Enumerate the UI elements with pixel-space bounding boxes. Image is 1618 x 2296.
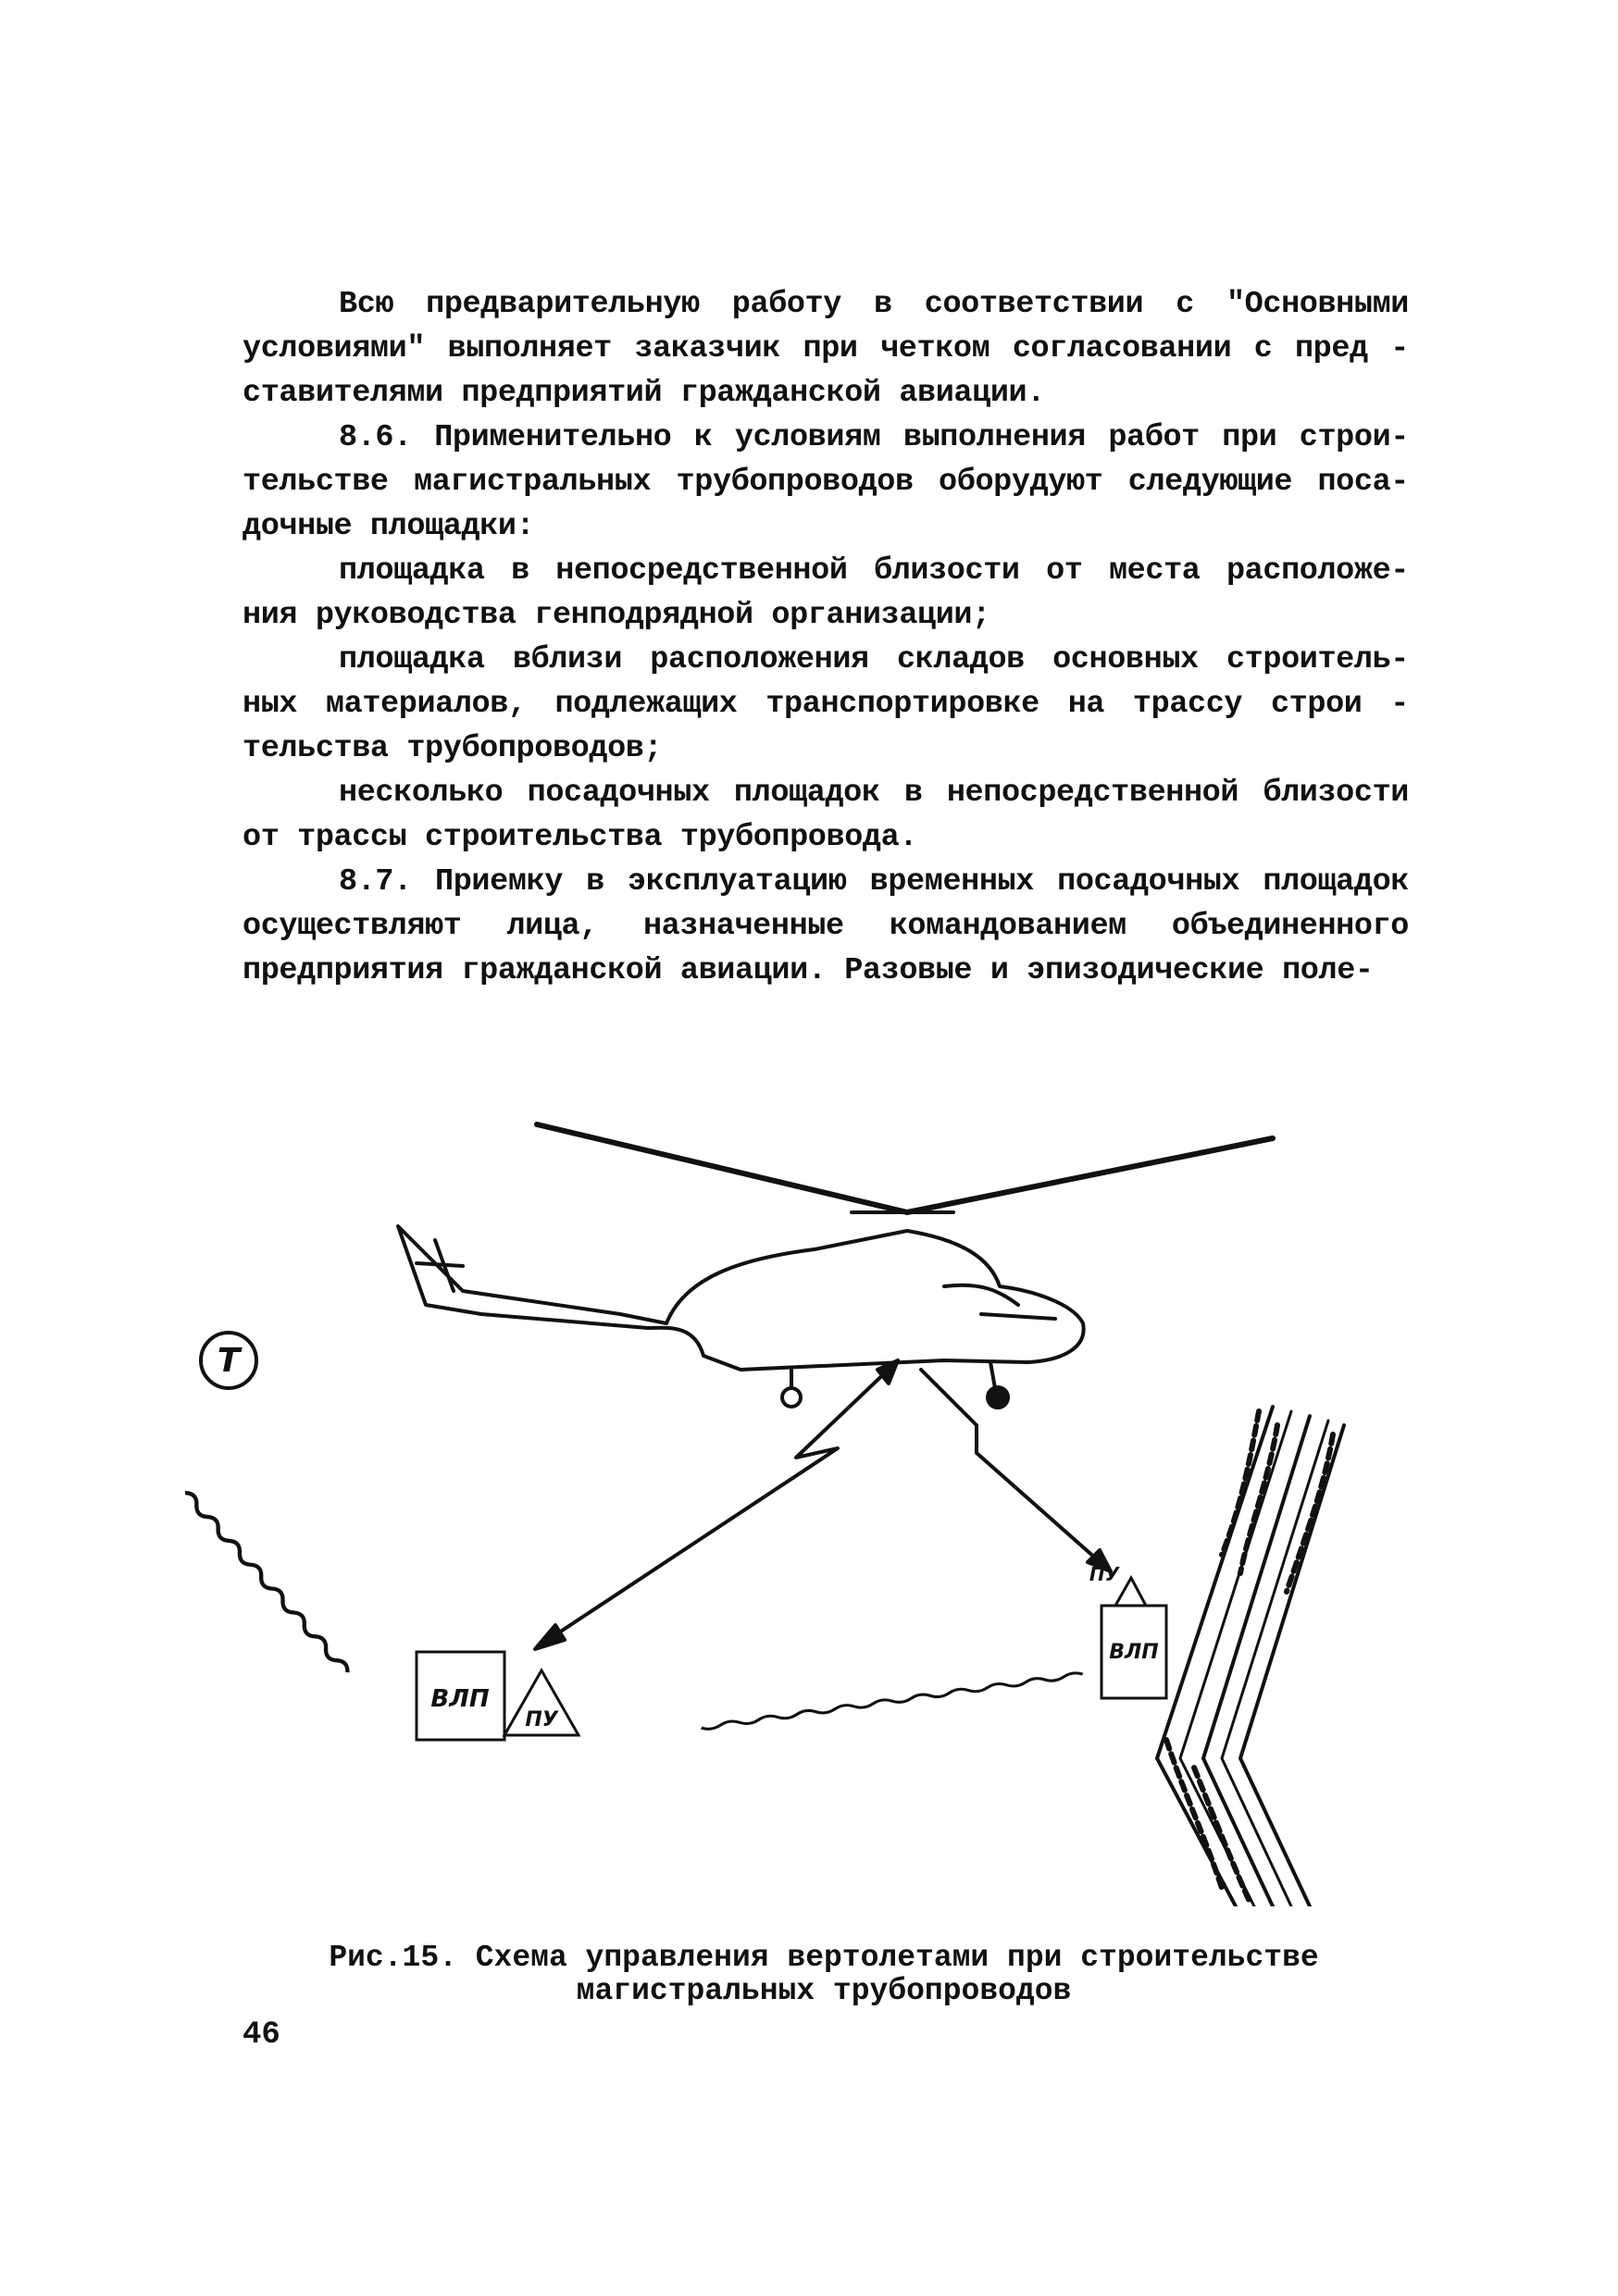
list-item-site-route: несколько посадочных площадок в непосредственной близости от трассы строительства трубопровода. bbox=[243, 776, 1409, 855]
ground-station-right bbox=[1089, 1563, 1166, 1698]
paragraph-preliminary-work: Всю предварительную работу в соответствии с "Основными условиями" выполняет заказчик при четком согласовании с пред - ставителями предприятий гражданской авиации. bbox=[243, 287, 1409, 411]
wire-telephone bbox=[185, 1478, 351, 1675]
caption-line-1: Рис.15. Схема управления вертолетами при строительстве bbox=[329, 1941, 1319, 1975]
body-text bbox=[243, 282, 1409, 993]
caption-line-2: магистральных трубопроводов bbox=[576, 1974, 1072, 2008]
vlp-left-label: ВЛП bbox=[430, 1685, 490, 1713]
helicopter-control-diagram bbox=[185, 1092, 1444, 1906]
pipeline-trench bbox=[1157, 1407, 1344, 1906]
list-item-site-management: площадка в непосредственной близости от места расположе- ния руководства генподрядной организации; bbox=[243, 553, 1409, 633]
pu-right-triangle bbox=[1115, 1578, 1146, 1606]
telephone-symbol bbox=[185, 1333, 351, 1675]
page-number: 46 bbox=[243, 2017, 280, 2053]
ground-station-left bbox=[417, 1652, 579, 1740]
radio-link-left bbox=[551, 1365, 893, 1638]
list-item-site-warehouses: площадка вблизи расположения складов основных строитель- ных материалов, подлежащих транспортировке на трассу строи - тельства трубопроводов; bbox=[243, 642, 1409, 766]
vlp-right-label: ВЛП bbox=[1109, 1641, 1159, 1664]
figure-caption bbox=[296, 1942, 1351, 2008]
diagram-svg bbox=[185, 1092, 1444, 1906]
radio-link-arrows bbox=[535, 1360, 1111, 1649]
paragraph-8-6: 8.6. Применительно к условиям выполнения работ при строи- тельстве магистральных трубопроводов оборудуют следующие поса- дочные площадки: bbox=[243, 420, 1409, 544]
wire-ground-link bbox=[701, 1672, 1083, 1731]
helicopter-icon bbox=[398, 1124, 1273, 1408]
pu-right-label: ПУ bbox=[1089, 1563, 1120, 1585]
arrowhead-left bbox=[535, 1625, 565, 1649]
pu-left-label: ПУ bbox=[525, 1708, 558, 1731]
paragraph-8-7: 8.7. Приемку в эксплуатацию временных посадочных площадок осуществляют лица, назначенные командованием объединенного предприятия гражданской авиации. Разовые и эпизодические поле- bbox=[243, 864, 1409, 988]
t-symbol-label: Т bbox=[217, 1342, 241, 1380]
